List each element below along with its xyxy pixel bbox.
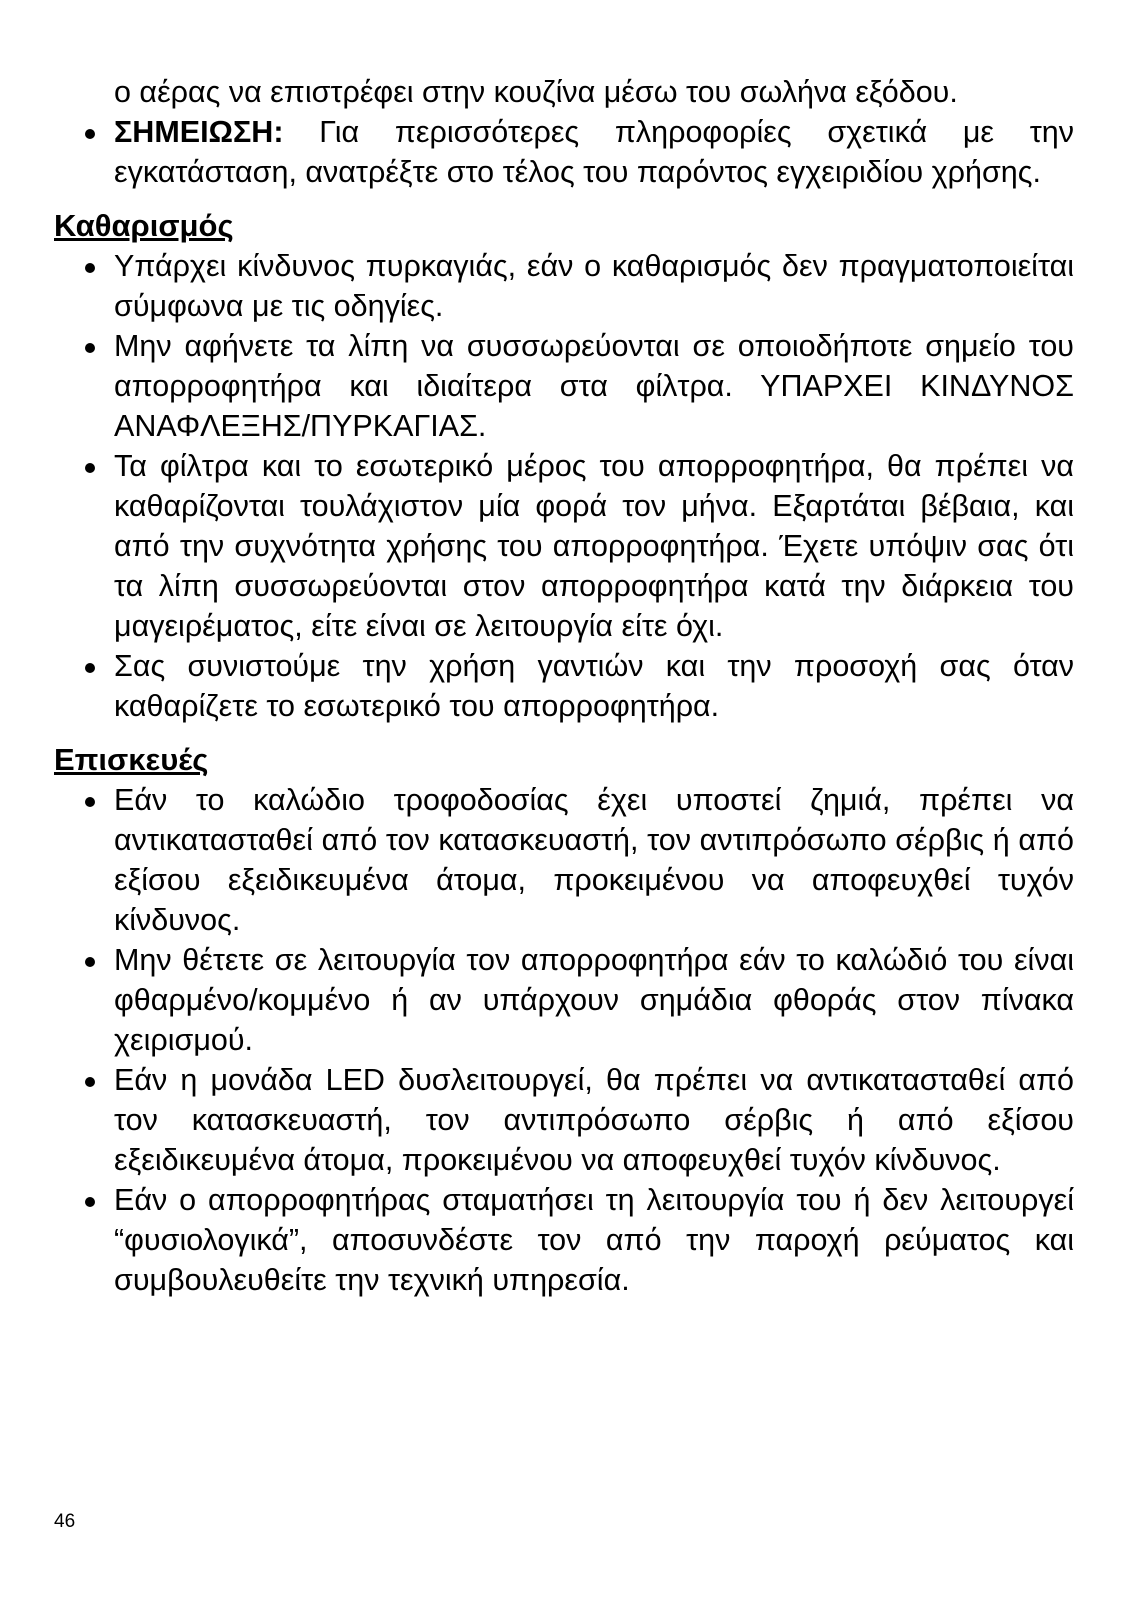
- bullet-icon: [85, 663, 95, 673]
- cleaning-list: [54, 246, 1074, 726]
- list-item-text: Μην αφήνετε τα λίπη να συσσωρεύονται σε οποιοδήποτε σημείο του απορροφητήρα και ιδιαίτερα στα φίλτρα. ΥΠΑΡΧΕΙ ΚΙΝΔΥΝΟΣ ΑΝΑΦΛΕΞΗΣ/ΠΥΡΚΑΓΙΑΣ.: [114, 329, 1074, 443]
- bullet-icon: [85, 1077, 95, 1087]
- bullet-icon: [85, 797, 95, 807]
- cleaning-heading: Καθαρισμός: [54, 208, 234, 243]
- page-number: 46: [54, 1511, 76, 1532]
- bullet-icon: [85, 957, 95, 967]
- list-item-text: Μην θέτετε σε λειτουργία τον απορροφητήρα εάν το καλώδιό του είναι φθαρμένο/κομμένο ή αν υπάρχουν σημάδια φθοράς στον πίνακα χειρισμού.: [114, 943, 1074, 1057]
- list-item: [54, 246, 1074, 326]
- list-item: [54, 1180, 1074, 1300]
- list-item-text: Εάν το καλώδιο τροφοδοσίας έχει υποστεί ζημιά, πρέπει να αντικατασταθεί από τον κατασκευαστή, τον αντιπρόσωπο σέρβις ή από εξίσου εξειδικευμένα άτομα, προκειμένου να αποφευχθεί τυχόν κίνδυνος.: [114, 783, 1074, 937]
- continuation-paragraph: ο αέρας να επιστρέφει στην κουζίνα μέσω του σωλήνα εξόδου.: [114, 75, 958, 109]
- repairs-heading: Επισκευές: [54, 742, 209, 777]
- bullet-icon: [85, 463, 95, 473]
- bullet-icon: [85, 129, 95, 139]
- list-item: [54, 326, 1074, 446]
- list-item: [54, 446, 1074, 646]
- page-content: [54, 72, 1074, 1300]
- list-item-text: Εάν ο απορροφητήρας σταματήσει τη λειτουργία του ή δεν λειτουργεί “φυσιολογικά”, αποσυνδέστε τον από την παροχή ρεύματος και συμβουλευθείτε την τεχνική υπηρεσία.: [114, 1183, 1074, 1297]
- list-item: [54, 940, 1074, 1060]
- list-item-text: Τα φίλτρα και το εσωτερικό μέρος του απορροφητήρα, θα πρέπει να καθαρίζονται τουλάχιστον μία φορά τον μήνα. Εξαρτάται βέβαια, και από την συχνότητα χρήσης του απορροφητήρα. Έχετε υπόψιν σας ότι τα λίπη συσσωρεύονται στον απορροφητήρα κατά την διάρκεια του μαγειρέματος, είτε είναι σε λειτουργία είτε όχι.: [114, 449, 1074, 643]
- bullet-icon: [85, 263, 95, 273]
- bullet-icon: [85, 343, 95, 353]
- list-item-text: Σας συνιστούμε την χρήση γαντιών και την προσοχή σας όταν καθαρίζετε το εσωτερικό του απορροφητήρα.: [114, 649, 1074, 723]
- note-list: [54, 112, 1074, 192]
- note-label: ΣΗΜΕΙΩΣΗ:: [114, 115, 284, 149]
- list-item: [54, 1060, 1074, 1180]
- list-item: [54, 780, 1074, 940]
- list-item-text: Υπάρχει κίνδυνος πυρκαγιάς, εάν ο καθαρισμός δεν πραγματοποιείται σύμφωνα με τις οδηγίες.: [114, 249, 1074, 323]
- note-text: Για περισσότερες πληροφορίες σχετικά με την εγκατάσταση, ανατρέξτε στο τέλος του παρόντος εγχειριδίου χρήσης.: [114, 115, 1074, 189]
- bullet-icon: [85, 1197, 95, 1207]
- list-item-text: Εάν η μονάδα LED δυσλειτουργεί, θα πρέπει να αντικατασταθεί από τον κατασκευαστή, τον αντιπρόσωπο σέρβις ή από εξίσου εξειδικευμένα άτομα, προκειμένου να αποφευχθεί τυχόν κίνδυνος.: [114, 1063, 1074, 1177]
- repairs-list: [54, 780, 1074, 1300]
- list-item: [54, 646, 1074, 726]
- note-item: [54, 112, 1074, 192]
